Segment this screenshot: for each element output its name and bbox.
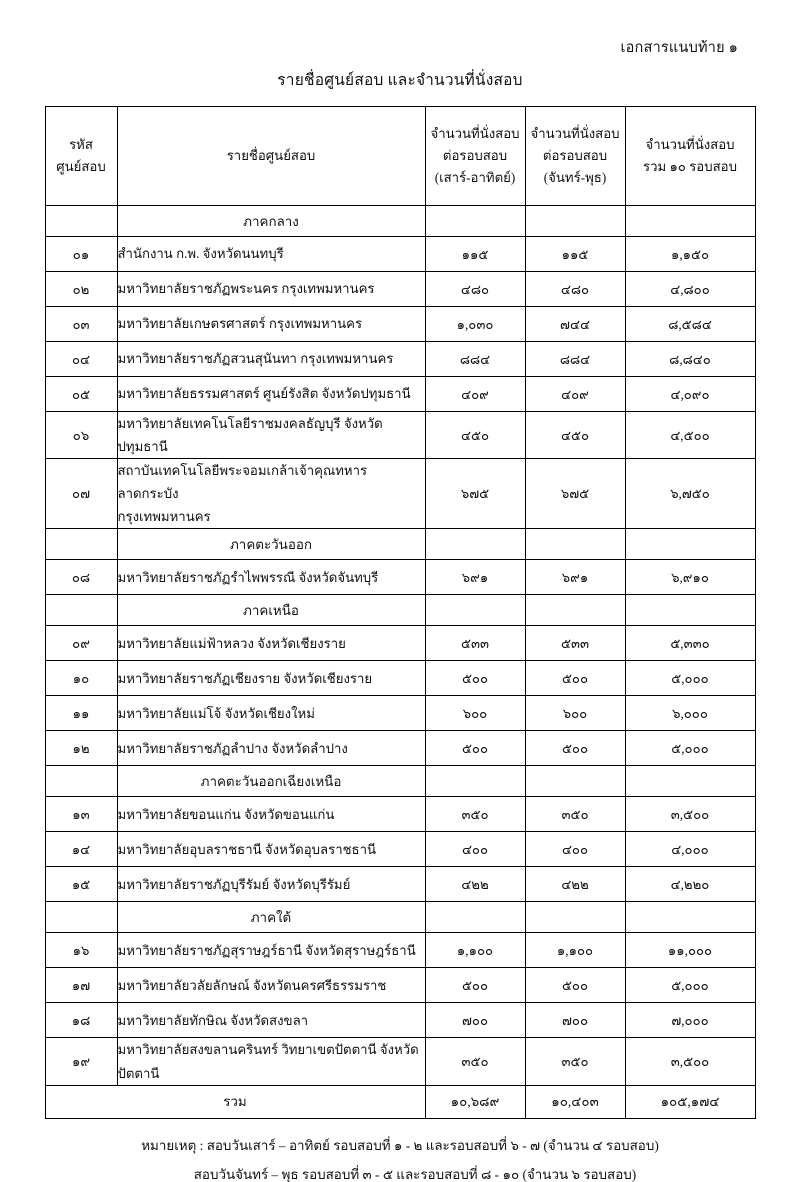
column-header-total-line1: จำนวนที่นั่งสอบ bbox=[645, 137, 735, 153]
region-total-empty bbox=[625, 902, 755, 933]
seats-monday: ๓๕๐ bbox=[525, 797, 625, 832]
region-monday-empty bbox=[525, 206, 625, 237]
center-code: ๑๔ bbox=[45, 832, 117, 867]
column-header-monday-line3: (จันทร์-พุธ) bbox=[543, 169, 607, 185]
center-name: มหาวิทยาลัยราชภัฏเชียงราย จังหวัดเชียงราย bbox=[117, 661, 425, 696]
attachment-label: เอกสารแนบท้าย ๑ bbox=[620, 40, 738, 56]
seats-saturday: ๗๐๐ bbox=[425, 1003, 525, 1038]
seats-monday: ๔๘๐ bbox=[525, 272, 625, 307]
region-total-empty bbox=[625, 206, 755, 237]
region-monday-empty bbox=[525, 766, 625, 797]
total-seats-monday: ๑๐,๔๐๓ bbox=[525, 1085, 625, 1118]
region-label: ภาคใต้ bbox=[117, 902, 425, 933]
seats-total: ๕,๐๐๐ bbox=[625, 968, 755, 1003]
table-row bbox=[45, 968, 755, 1003]
seats-saturday: ๕๐๐ bbox=[425, 661, 525, 696]
center-name: มหาวิทยาลัยวลัยลักษณ์ จังหวัดนครศรีธรรมราช bbox=[117, 968, 425, 1003]
center-code: ๐๔ bbox=[45, 342, 117, 377]
region-header-row bbox=[45, 529, 755, 560]
region-saturday-empty bbox=[425, 902, 525, 933]
center-name bbox=[117, 459, 425, 529]
table-row bbox=[45, 560, 755, 595]
table-body bbox=[45, 206, 755, 1119]
seats-saturday: ๑,๑๐๐ bbox=[425, 933, 525, 968]
region-saturday-empty bbox=[425, 529, 525, 560]
region-saturday-empty bbox=[425, 766, 525, 797]
table-row bbox=[45, 661, 755, 696]
column-header-saturday-line3: (เสาร์-อาทิตย์) bbox=[434, 169, 516, 185]
seats-saturday: ๔๐๐ bbox=[425, 832, 525, 867]
center-name-line1: สถาบันเทคโนโลยีพระจอมเกล้าเจ้าคุณทหารลาดกระบัง bbox=[117, 463, 368, 502]
center-code: ๐๘ bbox=[45, 560, 117, 595]
center-name: มหาวิทยาลัยเทคโนโลยีราชมงคลธัญบุรี จังหวัดปทุมธานี bbox=[117, 412, 425, 459]
center-code: ๐๕ bbox=[45, 377, 117, 412]
seats-total: ๘,๕๘๔ bbox=[625, 307, 755, 342]
region-monday-empty bbox=[525, 529, 625, 560]
seats-saturday: ๖๗๕ bbox=[425, 459, 525, 529]
center-code: ๐๓ bbox=[45, 307, 117, 342]
center-name-line2: กรุงเทพมหานคร bbox=[117, 509, 211, 525]
center-code: ๐๗ bbox=[45, 459, 117, 529]
table-row bbox=[45, 272, 755, 307]
center-code: ๑๐ bbox=[45, 661, 117, 696]
center-code: ๑๙ bbox=[45, 1038, 117, 1085]
seats-saturday: ๑๑๕ bbox=[425, 237, 525, 272]
seats-monday: ๕๐๐ bbox=[525, 968, 625, 1003]
total-seats-saturday: ๑๐,๖๘๙ bbox=[425, 1085, 525, 1118]
column-header-saturday-line1: จำนวนที่นั่งสอบ bbox=[430, 126, 520, 142]
table-row bbox=[45, 626, 755, 661]
column-header-saturday bbox=[425, 107, 525, 206]
column-header-monday-line2: ต่อรอบสอบ bbox=[542, 148, 608, 164]
seats-saturday: ๕๐๐ bbox=[425, 731, 525, 766]
seats-saturday: ๔๒๒ bbox=[425, 867, 525, 902]
footnote-line-2: สอบวันจันทร์ – พุธ รอบสอบที่ ๓ - ๕ และรอบสอบที่ ๘ - ๑๐ (จำนวน ๖ รอบสอบ) bbox=[193, 1167, 637, 1182]
table-total-row bbox=[45, 1085, 755, 1118]
center-name: มหาวิทยาลัยราชภัฏลำปาง จังหวัดลำปาง bbox=[117, 731, 425, 766]
seats-total: ๖,๐๐๐ bbox=[625, 696, 755, 731]
seats-total: ๑๑,๐๐๐ bbox=[625, 933, 755, 968]
seats-saturday: ๓๕๐ bbox=[425, 1038, 525, 1085]
seats-monday: ๑,๑๐๐ bbox=[525, 933, 625, 968]
table-row bbox=[45, 412, 755, 459]
seats-monday: ๔๒๒ bbox=[525, 867, 625, 902]
seats-monday: ๕๐๐ bbox=[525, 661, 625, 696]
center-code: ๐๖ bbox=[45, 412, 117, 459]
table-row bbox=[45, 731, 755, 766]
footnote-line-1: หมายเหตุ : สอบวันเสาร์ – อาทิตย์ รอบสอบที่ ๑ - ๒ และรอบสอบที่ ๖ - ๗ (จำนวน ๔ รอบสอบ) bbox=[141, 1137, 659, 1153]
region-label: ภาคตะวันออก bbox=[117, 529, 425, 560]
seats-saturday: ๖๙๑ bbox=[425, 560, 525, 595]
center-code: ๐๑ bbox=[45, 237, 117, 272]
column-header-code bbox=[45, 107, 117, 206]
table-row bbox=[45, 867, 755, 902]
region-total-empty bbox=[625, 766, 755, 797]
center-name: มหาวิทยาลัยแม่ฟ้าหลวง จังหวัดเชียงราย bbox=[117, 626, 425, 661]
total-label: รวม bbox=[45, 1085, 425, 1118]
region-code-spacer bbox=[45, 766, 117, 797]
seats-total: ๗,๐๐๐ bbox=[625, 1003, 755, 1038]
page-title: รายชื่อศูนย์สอบ และจำนวนที่นั่งสอบ bbox=[277, 72, 523, 89]
seats-total: ๔,๐๙๐ bbox=[625, 377, 755, 412]
seats-monday: ๑๑๕ bbox=[525, 237, 625, 272]
column-header-monday bbox=[525, 107, 625, 206]
center-name: มหาวิทยาลัยราชภัฏสุราษฎร์ธานี จังหวัดสุราษฎร์ธานี bbox=[117, 933, 425, 968]
seats-saturday: ๕๐๐ bbox=[425, 968, 525, 1003]
seats-monday: ๔๕๐ bbox=[525, 412, 625, 459]
table-row bbox=[45, 797, 755, 832]
region-header-row bbox=[45, 902, 755, 933]
region-label: ภาคตะวันออกเฉียงเหนือ bbox=[117, 766, 425, 797]
column-header-name-text: รายชื่อศูนย์สอบ bbox=[226, 148, 316, 164]
column-header-total bbox=[625, 107, 755, 206]
seats-monday: ๖๐๐ bbox=[525, 696, 625, 731]
seats-total: ๓,๕๐๐ bbox=[625, 797, 755, 832]
seats-saturday: ๖๐๐ bbox=[425, 696, 525, 731]
seats-total: ๑,๑๕๐ bbox=[625, 237, 755, 272]
center-name: มหาวิทยาลัยสงขลานครินทร์ วิทยาเขตปัตตานี จังหวัดปัตตานี bbox=[117, 1038, 425, 1085]
seats-monday: ๗๔๔ bbox=[525, 307, 625, 342]
region-code-spacer bbox=[45, 595, 117, 626]
seats-total: ๖,๙๑๐ bbox=[625, 560, 755, 595]
table-row bbox=[45, 237, 755, 272]
seats-saturday: ๔๐๙ bbox=[425, 377, 525, 412]
region-total-empty bbox=[625, 595, 755, 626]
seats-monday: ๕๓๓ bbox=[525, 626, 625, 661]
seats-monday: ๘๘๔ bbox=[525, 342, 625, 377]
seats-monday: ๓๕๐ bbox=[525, 1038, 625, 1085]
seats-monday: ๕๐๐ bbox=[525, 731, 625, 766]
seats-total: ๔,๘๐๐ bbox=[625, 272, 755, 307]
column-header-code-line1: รหัส bbox=[69, 137, 93, 153]
seats-saturday: ๕๓๓ bbox=[425, 626, 525, 661]
region-monday-empty bbox=[525, 902, 625, 933]
table-header bbox=[45, 107, 755, 206]
column-header-monday-line1: จำนวนที่นั่งสอบ bbox=[530, 126, 620, 142]
center-name: มหาวิทยาลัยเกษตรศาสตร์ กรุงเทพมหานคร bbox=[117, 307, 425, 342]
seats-saturday: ๓๕๐ bbox=[425, 797, 525, 832]
center-name: มหาวิทยาลัยราชภัฏสวนสุนันทา กรุงเทพมหานคร bbox=[117, 342, 425, 377]
region-total-empty bbox=[625, 529, 755, 560]
seats-total: ๖,๗๕๐ bbox=[625, 459, 755, 529]
table-row bbox=[45, 933, 755, 968]
center-code: ๑๖ bbox=[45, 933, 117, 968]
seats-total: ๕,๐๐๐ bbox=[625, 731, 755, 766]
center-name: มหาวิทยาลัยขอนแก่น จังหวัดขอนแก่น bbox=[117, 797, 425, 832]
seats-monday: ๖๗๕ bbox=[525, 459, 625, 529]
seats-monday: ๔๐๙ bbox=[525, 377, 625, 412]
center-name: สำนักงาน ก.พ. จังหวัดนนทบุรี bbox=[117, 237, 425, 272]
center-code: ๑๘ bbox=[45, 1003, 117, 1038]
region-saturday-empty bbox=[425, 206, 525, 237]
center-name: มหาวิทยาลัยราชภัฏพระนคร กรุงเทพมหานคร bbox=[117, 272, 425, 307]
center-name: มหาวิทยาลัยทักษิณ จังหวัดสงขลา bbox=[117, 1003, 425, 1038]
table-header-row bbox=[45, 107, 755, 206]
region-header-row bbox=[45, 766, 755, 797]
table-row bbox=[45, 1038, 755, 1085]
seats-monday: ๖๙๑ bbox=[525, 560, 625, 595]
seats-total: ๔,๕๐๐ bbox=[625, 412, 755, 459]
table-row bbox=[45, 832, 755, 867]
region-saturday-empty bbox=[425, 595, 525, 626]
center-name: มหาวิทยาลัยราชภัฏบุรีรัมย์ จังหวัดบุรีรัมย์ bbox=[117, 867, 425, 902]
column-header-saturday-line2: ต่อรอบสอบ bbox=[442, 148, 508, 164]
region-header-row bbox=[45, 206, 755, 237]
column-header-total-line2: รวม ๑๐ รอบสอบ bbox=[643, 159, 737, 174]
seats-saturday: ๘๘๔ bbox=[425, 342, 525, 377]
center-code: ๑๕ bbox=[45, 867, 117, 902]
table-row bbox=[45, 342, 755, 377]
center-code: ๑๗ bbox=[45, 968, 117, 1003]
region-monday-empty bbox=[525, 595, 625, 626]
seats-total: ๕,๓๓๐ bbox=[625, 626, 755, 661]
seats-monday: ๔๐๐ bbox=[525, 832, 625, 867]
center-name: มหาวิทยาลัยราชภัฏรำไพพรรณี จังหวัดจันทบุรี bbox=[117, 560, 425, 595]
seats-saturday: ๔๘๐ bbox=[425, 272, 525, 307]
seats-total: ๓,๕๐๐ bbox=[625, 1038, 755, 1085]
seats-total: ๔,๐๐๐ bbox=[625, 832, 755, 867]
table-row bbox=[45, 307, 755, 342]
table-row bbox=[45, 696, 755, 731]
center-name: มหาวิทยาลัยแม่โจ้ จังหวัดเชียงใหม่ bbox=[117, 696, 425, 731]
total-seats-all: ๑๐๕,๑๗๔ bbox=[625, 1085, 755, 1118]
column-header-name bbox=[117, 107, 425, 206]
exam-centers-table bbox=[45, 106, 756, 1119]
seats-saturday: ๑,๐๓๐ bbox=[425, 307, 525, 342]
center-name: มหาวิทยาลัยธรรมศาสตร์ ศูนย์รังสิต จังหวัดปทุมธานี bbox=[117, 377, 425, 412]
table-row bbox=[45, 377, 755, 412]
region-code-spacer bbox=[45, 206, 117, 237]
center-code: ๑๒ bbox=[45, 731, 117, 766]
region-header-row bbox=[45, 595, 755, 626]
center-code: ๑๑ bbox=[45, 696, 117, 731]
table-row bbox=[45, 459, 755, 529]
seats-total: ๔,๒๒๐ bbox=[625, 867, 755, 902]
center-code: ๐๒ bbox=[45, 272, 117, 307]
seats-monday: ๗๐๐ bbox=[525, 1003, 625, 1038]
footnotes bbox=[40, 1139, 760, 1182]
seats-total: ๕,๐๐๐ bbox=[625, 661, 755, 696]
region-code-spacer bbox=[45, 902, 117, 933]
region-label: ภาคเหนือ bbox=[117, 595, 425, 626]
table-row bbox=[45, 1003, 755, 1038]
center-name: มหาวิทยาลัยอุบลราชธานี จังหวัดอุบลราชธานี bbox=[117, 832, 425, 867]
column-header-code-line2: ศูนย์สอบ bbox=[56, 159, 106, 174]
seats-total: ๘,๘๔๐ bbox=[625, 342, 755, 377]
region-label: ภาคกลาง bbox=[117, 206, 425, 237]
center-code: ๐๙ bbox=[45, 626, 117, 661]
seats-saturday: ๔๕๐ bbox=[425, 412, 525, 459]
center-code: ๑๓ bbox=[45, 797, 117, 832]
region-code-spacer bbox=[45, 529, 117, 560]
